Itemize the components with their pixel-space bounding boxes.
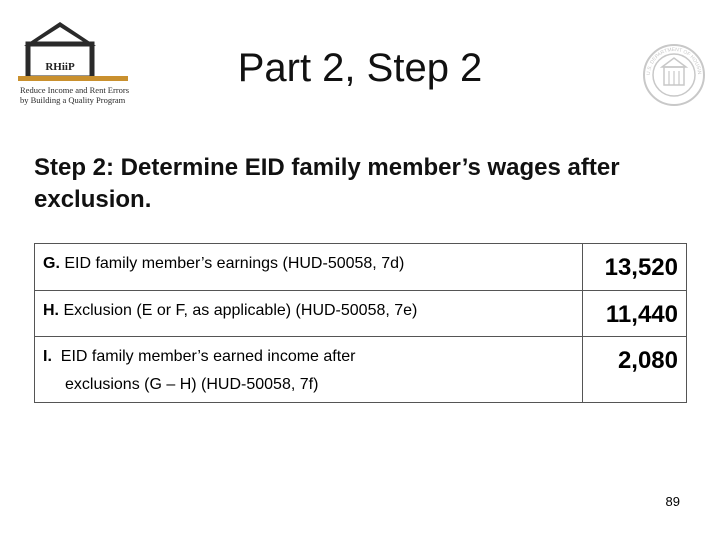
row-label-line2: exclusions (G – H) (HUD-50058, 7f) bbox=[65, 376, 319, 393]
row-label-cell bbox=[35, 337, 583, 403]
table-row bbox=[35, 244, 687, 291]
calculation-table bbox=[34, 243, 687, 403]
slide-title: Part 2, Step 2 bbox=[237, 46, 483, 90]
row-value: 2,080 bbox=[617, 347, 678, 374]
logo-tagline: Reduce Income and Rent Errors by Building a Quality Program bbox=[20, 85, 130, 105]
row-value-cell bbox=[583, 244, 687, 291]
table-row bbox=[35, 291, 687, 337]
row-label: Exclusion (E or F, as applicable) (HUD-50058, 7e) bbox=[63, 302, 418, 319]
page-number: 89 bbox=[665, 494, 680, 509]
row-value-cell bbox=[583, 291, 687, 337]
row-letter: G. bbox=[43, 255, 60, 272]
svg-text:U.S. DEPARTMENT OF HOUSING AND: U.S. DEPARTMENT OF HOUSIN bbox=[645, 46, 703, 76]
row-label-cell bbox=[35, 244, 583, 291]
row-value: 13,520 bbox=[604, 254, 678, 281]
row-value-cell bbox=[583, 337, 687, 403]
table-row bbox=[35, 337, 687, 403]
row-label-line1: EID family member’s earned income after bbox=[60, 348, 356, 365]
row-label: EID family member’s earnings (HUD-50058, 7d) bbox=[64, 255, 405, 272]
row-value: 11,440 bbox=[605, 301, 678, 328]
row-label-cell bbox=[35, 291, 583, 337]
logo-mark-text: RHiiP bbox=[45, 61, 75, 73]
step-heading: Step 2: Determine EID family member’s wages after exclusion. bbox=[34, 154, 620, 213]
row-letter: I. bbox=[43, 348, 52, 365]
row-letter: H. bbox=[43, 302, 59, 319]
